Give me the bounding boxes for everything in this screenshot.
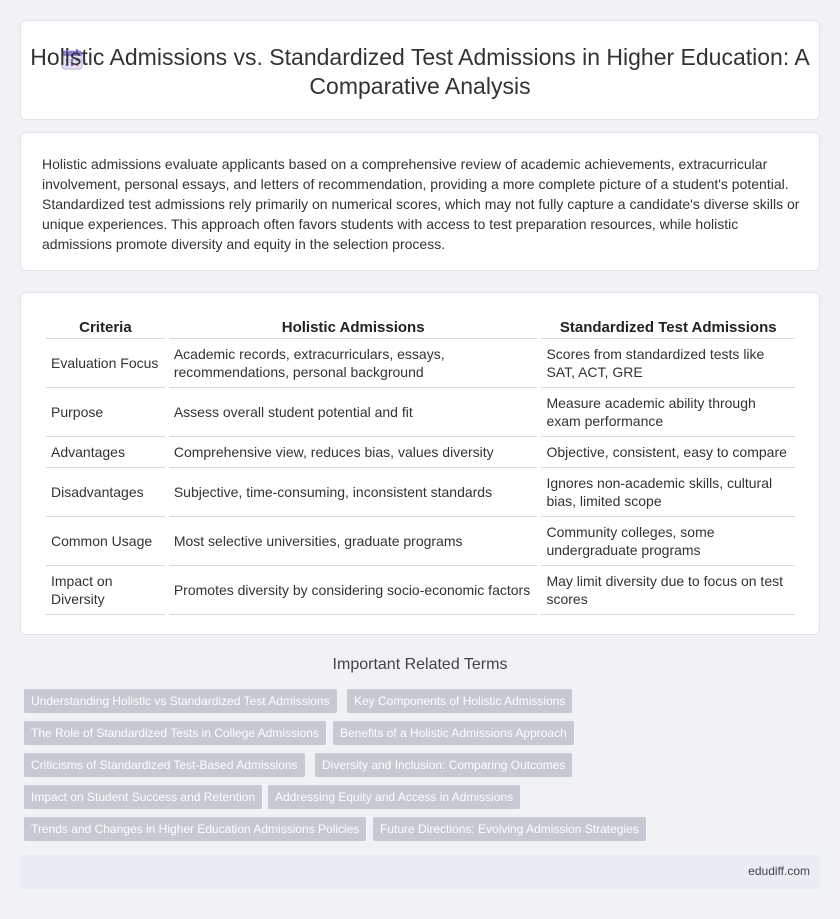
header-card [20,20,820,120]
table-row [46,339,795,388]
cell-holistic: Comprehensive view, reduces bias, values diversity [169,437,538,468]
comparison-table [42,311,799,615]
table-row [46,437,795,468]
related-tag[interactable]: Addressing Equity and Access in Admissions [268,785,520,809]
cell-standardized: Objective, consistent, easy to compare [541,437,795,468]
related-tag[interactable]: Criticisms of Standardized Test-Based Admissions [24,753,305,777]
cell-holistic: Most selective universities, graduate programs [169,517,538,566]
cell-standardized: Scores from standardized tests like SAT, ACT, GRE [541,339,795,388]
related-tag[interactable]: Benefits of a Holistic Admissions Approach [333,721,574,745]
cell-criteria: Disadvantages [46,468,165,517]
cell-criteria: Impact on Diversity [46,566,165,615]
page-title: Holistic Admissions vs. Standardized Test Admissions in Higher Education: A Comparative Analysis [30,44,810,99]
related-tag[interactable]: Key Components of Holistic Admissions [347,689,572,713]
cell-holistic: Promotes diversity by considering socio-economic factors [169,566,538,615]
related-terms-heading: Important Related Terms [332,656,508,673]
cell-criteria: Common Usage [46,517,165,566]
cell-standardized: Measure academic ability through exam performance [541,388,795,437]
cell-criteria: Purpose [46,388,165,437]
related-tag[interactable]: The Role of Standardized Tests in College Admissions [24,721,326,745]
site-name[interactable]: edudiff.com [748,864,810,878]
cell-holistic: Subjective, time-consuming, inconsistent standards [169,468,538,517]
intro-paragraph: Holistic admissions evaluate applicants based on a comprehensive review of academic achievements, extracurricular involvement, personal essays, and letters of recommendation, providing a more complete picture of a student's potential. Standardized test admissions rely primarily on numerical scores, which may not fully capture a candidate's diverse skills or unique experiences. This approach often favors students with access to test preparation resources, while holistic admissions promote diversity and equity in the selection process. [42,156,800,252]
cell-criteria: Advantages [46,437,165,468]
cell-standardized: Community colleges, some undergraduate programs [541,517,795,566]
cell-standardized: Ignores non-academic skills, cultural bias, limited scope [541,468,795,517]
header-holistic: Holistic Admissions [169,311,538,339]
cell-criteria: Evaluation Focus [46,339,165,388]
cell-holistic: Academic records, extracurriculars, essays, recommendations, personal background [169,339,538,388]
related-tag[interactable]: Diversity and Inclusion: Comparing Outcomes [315,753,572,777]
intro-card [20,132,820,271]
cell-standardized: May limit diversity due to focus on test scores [541,566,795,615]
table-row [46,517,795,566]
header-criteria: Criteria [46,311,165,339]
footer-bar [20,855,820,889]
related-tag[interactable]: Impact on Student Success and Retention [24,785,262,809]
related-tag[interactable]: Understanding Holistic vs Standardized Test Admissions [24,689,337,713]
comparison-table-card [20,292,820,635]
table-row [46,468,795,517]
header-standardized: Standardized Test Admissions [541,311,795,339]
related-tag[interactable]: Future Directions: Evolving Admission Strategies [373,817,646,841]
related-tag[interactable]: Trends and Changes in Higher Education Admissions Policies [24,817,366,841]
table-row [46,388,795,437]
table-row [46,566,795,615]
cell-holistic: Assess overall student potential and fit [169,388,538,437]
table-header-row [46,311,795,339]
